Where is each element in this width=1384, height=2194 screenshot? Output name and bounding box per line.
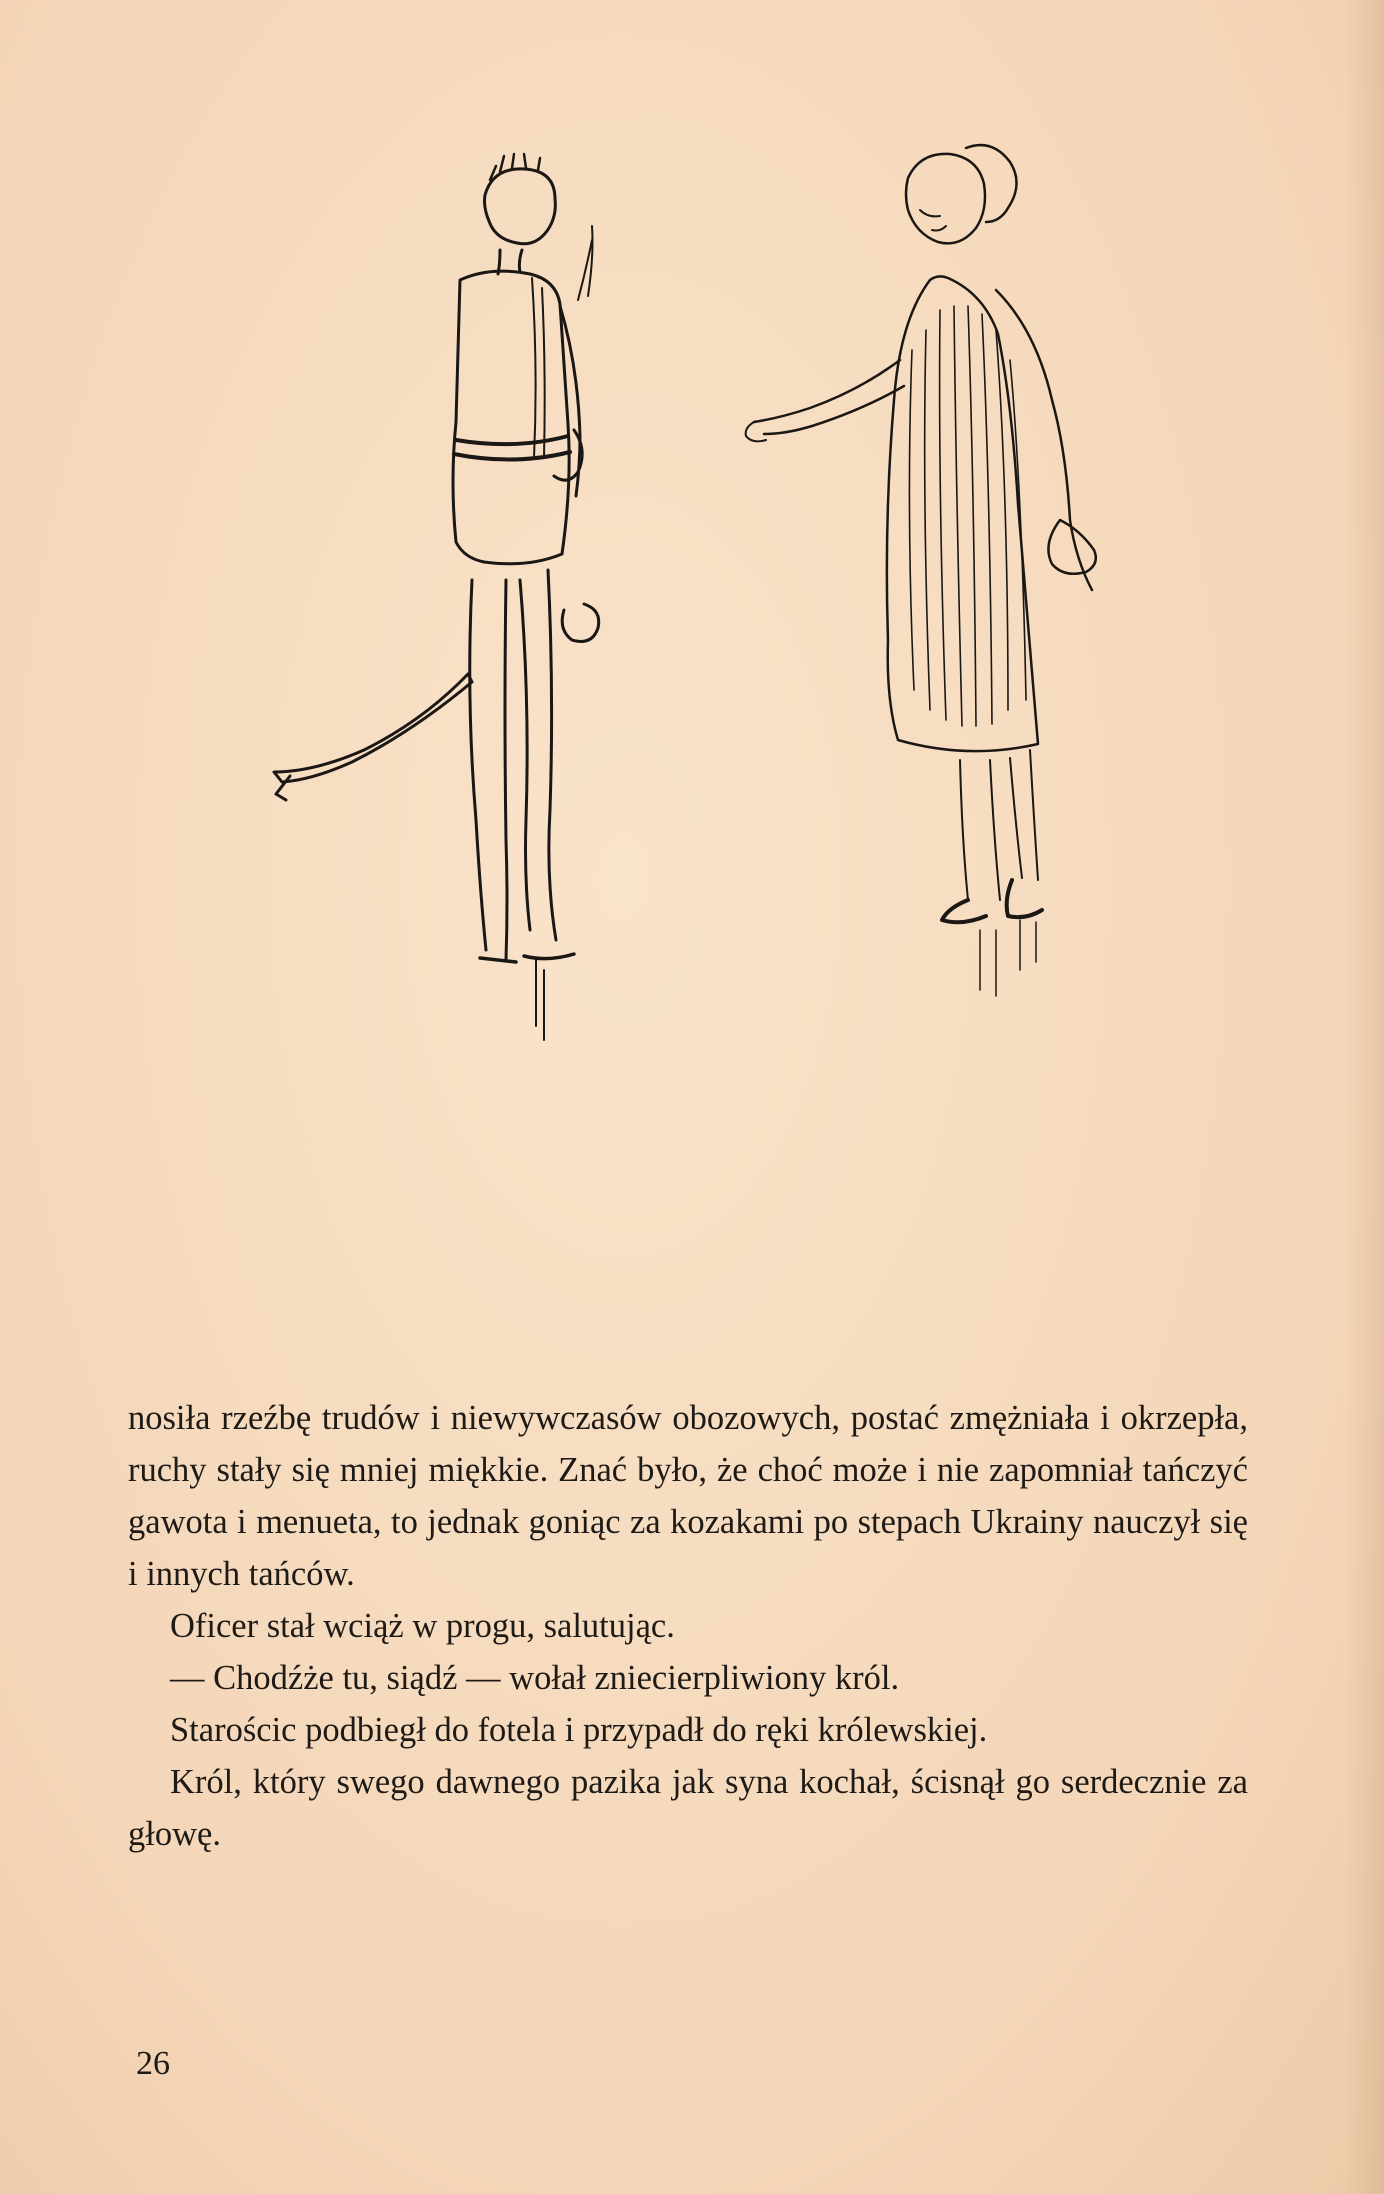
pen-sketch-illustration xyxy=(160,110,1240,1360)
paragraph-5: Król, który swego dawnego pazika jak syna kochał, ścisnął go serdecznie za głowę. xyxy=(128,1763,1248,1853)
paragraph-3: — Chodźże tu, siądź — wołał zniecierpliwiony król. xyxy=(170,1659,900,1697)
courtier-figure xyxy=(746,145,1096,996)
paragraph-2: Oficer stał wciąż w progu, salutując. xyxy=(170,1607,675,1645)
paragraph-1: nosiła rzeźbę trudów i niewywczasów obozowych, postać zmężniała i okrzepła, ruchy stały się mniej miękkie. Znać było, że choć może i nie zapomniał tańczyć gawota i menueta, to jednak goniąc za kozakami po stepach Ukrainy nauczył się i innych tańców. xyxy=(128,1399,1248,1593)
paragraph-4: Starościc podbiegł do fotela i przypadł do ręki królewskiej. xyxy=(170,1711,988,1749)
page-edge-shadow xyxy=(1344,0,1384,2194)
soldier-figure xyxy=(274,154,599,1040)
body-text xyxy=(128,1392,1248,1860)
page-number: 26 xyxy=(136,2045,170,2082)
